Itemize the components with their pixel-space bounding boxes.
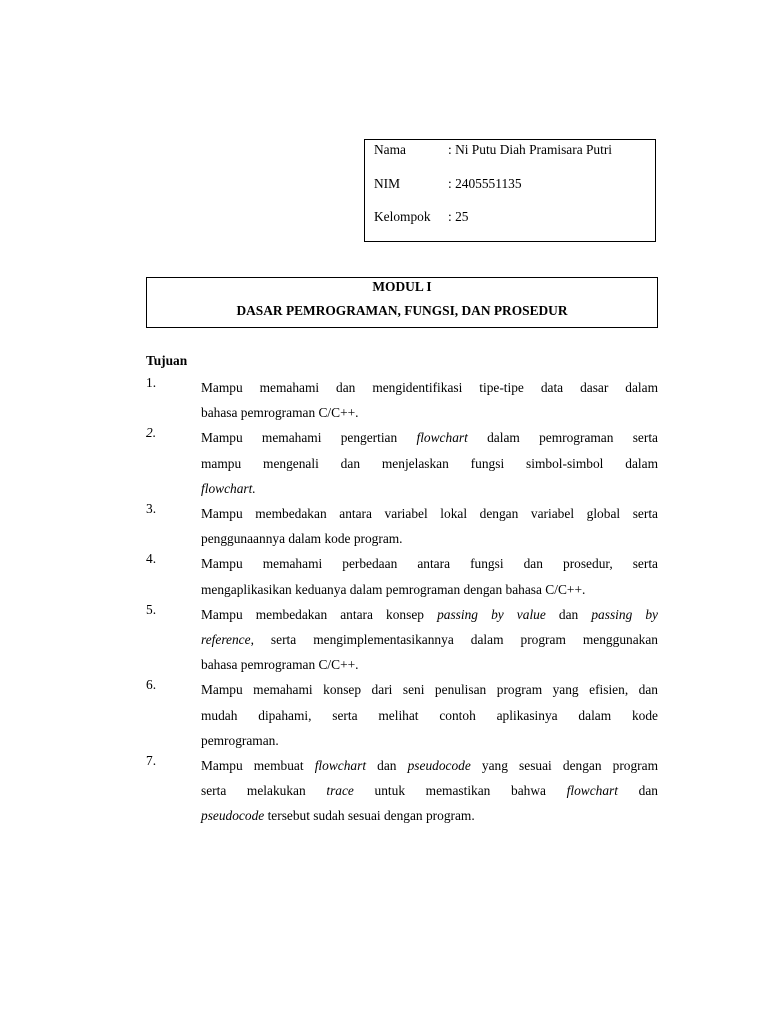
identity-row-group [374,209,468,225]
italic-term: flowchart [566,783,618,799]
italic-term: pseudocode [407,758,471,774]
text-run: yang sesuai dengan program [470,758,659,774]
objective-item [146,753,658,829]
text-run: dan [618,783,658,799]
objective-line [201,400,658,425]
identity-value: : 2405551135 [448,176,522,191]
objective-text [201,375,658,425]
objective-number: 4. [146,551,157,567]
objective-line [201,728,658,753]
objective-number: 1. [146,375,157,390]
objective-line [201,526,658,551]
objective-text [201,551,658,601]
text-run: pemrograman. [201,732,279,748]
text-run: serta melakukan [201,783,327,799]
text-run: bahasa pemrograman C/C++. [201,657,359,673]
italic-term: trace [326,783,354,799]
text-run: , serta mengimplementasikannya dalam program menggunakan [250,632,658,648]
text-run: penggunaannya dalam kode program. [201,531,403,547]
objective-item [146,501,658,551]
objective-item [146,602,658,678]
text-run: Mampu membedakan antara variabel lokal dengan variabel global serta [201,506,658,522]
identity-value: : Ni Putu Diah Pramisara Putri [448,142,613,157]
objective-line [201,778,658,803]
objective-line [201,677,658,702]
objective-line [201,703,658,728]
text-run: untuk memastikan bahwa [353,783,567,799]
text-run: Mampu membuat [201,758,315,774]
text-run: bahasa pemrograman C/C++. [201,405,359,421]
italic-term: passing by [591,606,658,622]
objective-item [146,551,658,601]
text-run: mengaplikasikan keduanya dalam pemrograman dengan bahasa C/C++. [201,581,586,597]
objective-number: 7. [146,753,157,769]
objective-line [201,652,658,677]
italic-term: pseudocode [201,808,265,824]
identity-value: : 25 [448,209,469,224]
text-run: Mampu membedakan antara konsep [201,606,438,622]
objective-line [201,627,658,652]
text-run: mampu mengenali dan menjelaskan fungsi simbol-simbol dalam [201,455,658,471]
section-heading: Tujuan [146,353,188,368]
objective-text [201,677,658,753]
objective-line [201,375,658,400]
objective-number: 5. [146,601,157,617]
italic-term: passing by value [437,606,546,622]
objective-item [146,677,658,753]
module-subtitle: DASAR PEMROGRAMAN, FUNGSI, DAN PROSEDUR [236,303,568,318]
objective-item [146,425,658,501]
objective-number: 6. [146,677,157,693]
objective-text [201,501,658,551]
objective-text [201,425,658,501]
italic-term: flowchart. [201,480,256,496]
objective-text [201,602,658,678]
objective-line [201,476,658,501]
text-run: mudah dipahami, serta melihat contoh aplikasinya dalam kode [201,707,658,723]
text-run: dan [545,606,592,622]
italic-term: flowchart [416,430,468,446]
identity-row-name [374,142,612,158]
objectives-list [146,375,658,829]
text-run: dan [366,758,408,774]
objective-line [201,577,658,602]
objective-line [201,551,658,576]
italic-term: flowchart [314,758,367,774]
identity-label: Kelompok [374,209,431,224]
objective-item [146,375,658,425]
text-run: Mampu memahami perbedaan antara fungsi dan prosedur, serta [201,556,658,572]
text-run: Mampu memahami pengertian [201,430,417,446]
text-run: tersebut sudah sesuai dengan program. [264,808,475,824]
identity-row-nim [374,176,522,192]
objective-line [201,501,658,526]
text-run: Mampu memahami dan mengidentifikasi tipe-tipe data dasar dalam [201,380,658,395]
objective-text [201,753,658,829]
objective-line [201,753,658,778]
italic-term: reference [201,632,251,648]
objective-line [201,451,658,476]
identity-label: NIM [374,176,401,191]
objective-number: 3. [146,501,157,517]
objective-number: 2. [146,425,157,441]
objective-line [201,803,658,828]
module-title: MODUL I [372,279,432,294]
module-title-box [146,277,658,328]
objective-line [201,425,658,450]
objective-line [201,602,658,627]
identity-label: Nama [374,142,406,157]
text-run: Mampu memahami konsep dari seni penulisan program yang efisien, dan [201,682,658,698]
student-identity-box [364,139,656,242]
text-run: dalam pemrograman serta [467,430,658,446]
